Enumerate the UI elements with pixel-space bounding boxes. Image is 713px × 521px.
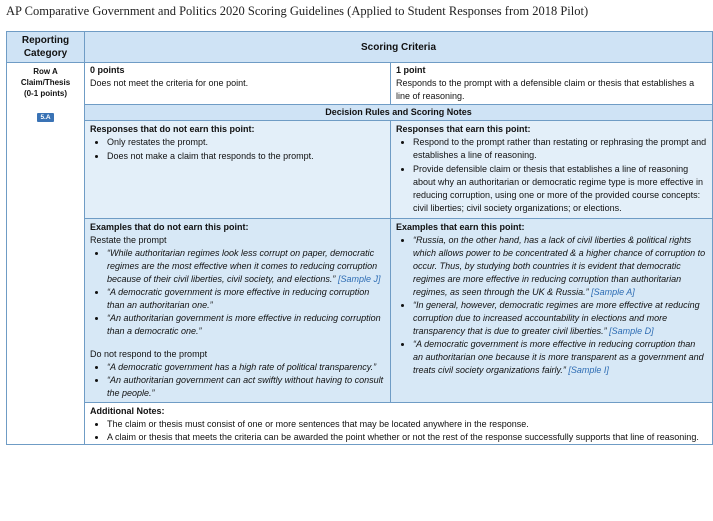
row-a-category	[7, 63, 85, 445]
one-point-criteria	[391, 63, 713, 105]
scoring-table	[6, 31, 713, 445]
list-item	[107, 286, 385, 312]
rules-no-list	[90, 136, 385, 163]
example-text: “A democratic government has a high rate of political transparency.”	[107, 362, 377, 372]
list-item: • Does not make a claim that responds to the prompt.	[107, 150, 385, 163]
rules-yes-title: Responses that earn this point:	[396, 124, 531, 134]
list-item: • The claim or thesis must consist of one or more sentences that may be located anywhere in the response.	[107, 418, 707, 431]
examples-yes-title: Examples that earn this point:	[396, 222, 525, 232]
zero-point-criteria	[85, 63, 391, 105]
list-item	[413, 234, 707, 299]
list-item: • Only restates the prompt.	[107, 136, 385, 149]
notes-list	[90, 418, 707, 444]
rules-yes-list	[396, 136, 707, 215]
sample-link[interactable]: [Sample J]	[337, 274, 381, 284]
one-point-text: Responds to the prompt with a defensible claim or thesis that establishes a line of reasoning.	[396, 78, 695, 101]
zero-point-title: 0 points	[90, 65, 125, 75]
rules-yes-cell	[391, 121, 713, 219]
example-text: “An authoritarian government can act swiftly without having to consult the people.”	[107, 375, 384, 398]
decision-rules-bar: Decision Rules and Scoring Notes	[85, 105, 713, 121]
restate-list	[90, 247, 385, 338]
one-point-title: 1 point	[396, 65, 426, 75]
skill-badge[interactable]: 5.A	[37, 113, 53, 122]
nor-list	[90, 361, 385, 400]
example-text: “A democratic government is more effective in reducing corruption than an authoritarian one because it is more transparent as a government and treats civil society organizations fairly.”	[413, 339, 704, 375]
list-item	[413, 338, 707, 377]
example-text: “An authoritarian government is more effective in reducing corruption than a democratic one.”	[107, 313, 381, 336]
example-text: “Russia, on the other hand, has a lack of civil liberties & political rights which allows power to be concentrated & a higher chance of corruption to occur. Thus, by studying both countries it is evident that democratic regimes are more effective in reducing corruption than authoritarian regimes, as seen through the UK & Russia.”	[413, 235, 706, 297]
list-item: • A claim or thesis that meets the criteria can be awarded the point whether or not the rest of the response successfully supports that line of reasoning.	[107, 431, 707, 444]
sample-link[interactable]: [Sample D]	[609, 326, 654, 336]
restate-heading: Restate the prompt	[90, 235, 167, 245]
list-item	[413, 299, 707, 338]
examples-yes-list	[396, 234, 707, 377]
row-label-points: (0-1 points)	[23, 89, 68, 98]
notes-title: Additional Notes:	[90, 406, 165, 416]
examples-no-title: Examples that do not earn this point:	[90, 222, 249, 232]
scoring-criteria-header: Scoring Criteria	[85, 32, 713, 63]
list-item: • Respond to the prompt rather than restating or rephrasing the prompt and establishes a line of reasoning.	[413, 136, 707, 162]
rules-no-cell	[85, 121, 391, 219]
example-text: “In general, however, democratic regimes are more effective at reducing corruption due to increased accountability in elections and more transparency that is due to greater civil liberties.”	[413, 300, 700, 336]
example-text: “A democratic government is more effective in reducing corruption than an authoritarian one.”	[107, 287, 370, 310]
example-text: “While authoritarian regimes look less corrupt on paper, democratic regimes are the most effective when it comes to reducing corruption because of their civil liberties, civil society, and elections.”	[107, 248, 378, 284]
list-item	[107, 361, 385, 374]
additional-notes	[85, 403, 713, 445]
rules-no-title: Responses that do not earn this point:	[90, 124, 255, 134]
list-item	[107, 247, 385, 286]
examples-no-cell	[85, 219, 391, 403]
reporting-category-header: Reporting Category	[7, 32, 85, 63]
nor-heading: Do not respond to the prompt	[90, 349, 208, 359]
list-item	[107, 374, 385, 400]
sample-link[interactable]: [Sample I]	[568, 365, 609, 375]
sample-link[interactable]: [Sample A]	[591, 287, 635, 297]
zero-point-text: Does not meet the criteria for one point.	[90, 78, 249, 88]
list-item	[107, 312, 385, 338]
row-label-claim: Claim/Thesis	[20, 78, 71, 87]
examples-yes-cell	[391, 219, 713, 403]
document-title: AP Comparative Government and Politics 2020 Scoring Guidelines (Applied to Student Responses from 2018 Pilot)	[6, 4, 589, 18]
row-label: Row A	[33, 67, 58, 76]
list-item: • Provide defensible claim or thesis that establishes a line of reasoning about why an authoritarian or democratic regime type is more effective in reducing corruption, using one or more of the provided course concepts: civil liberties; civil society organizations; or elections.	[413, 163, 707, 215]
